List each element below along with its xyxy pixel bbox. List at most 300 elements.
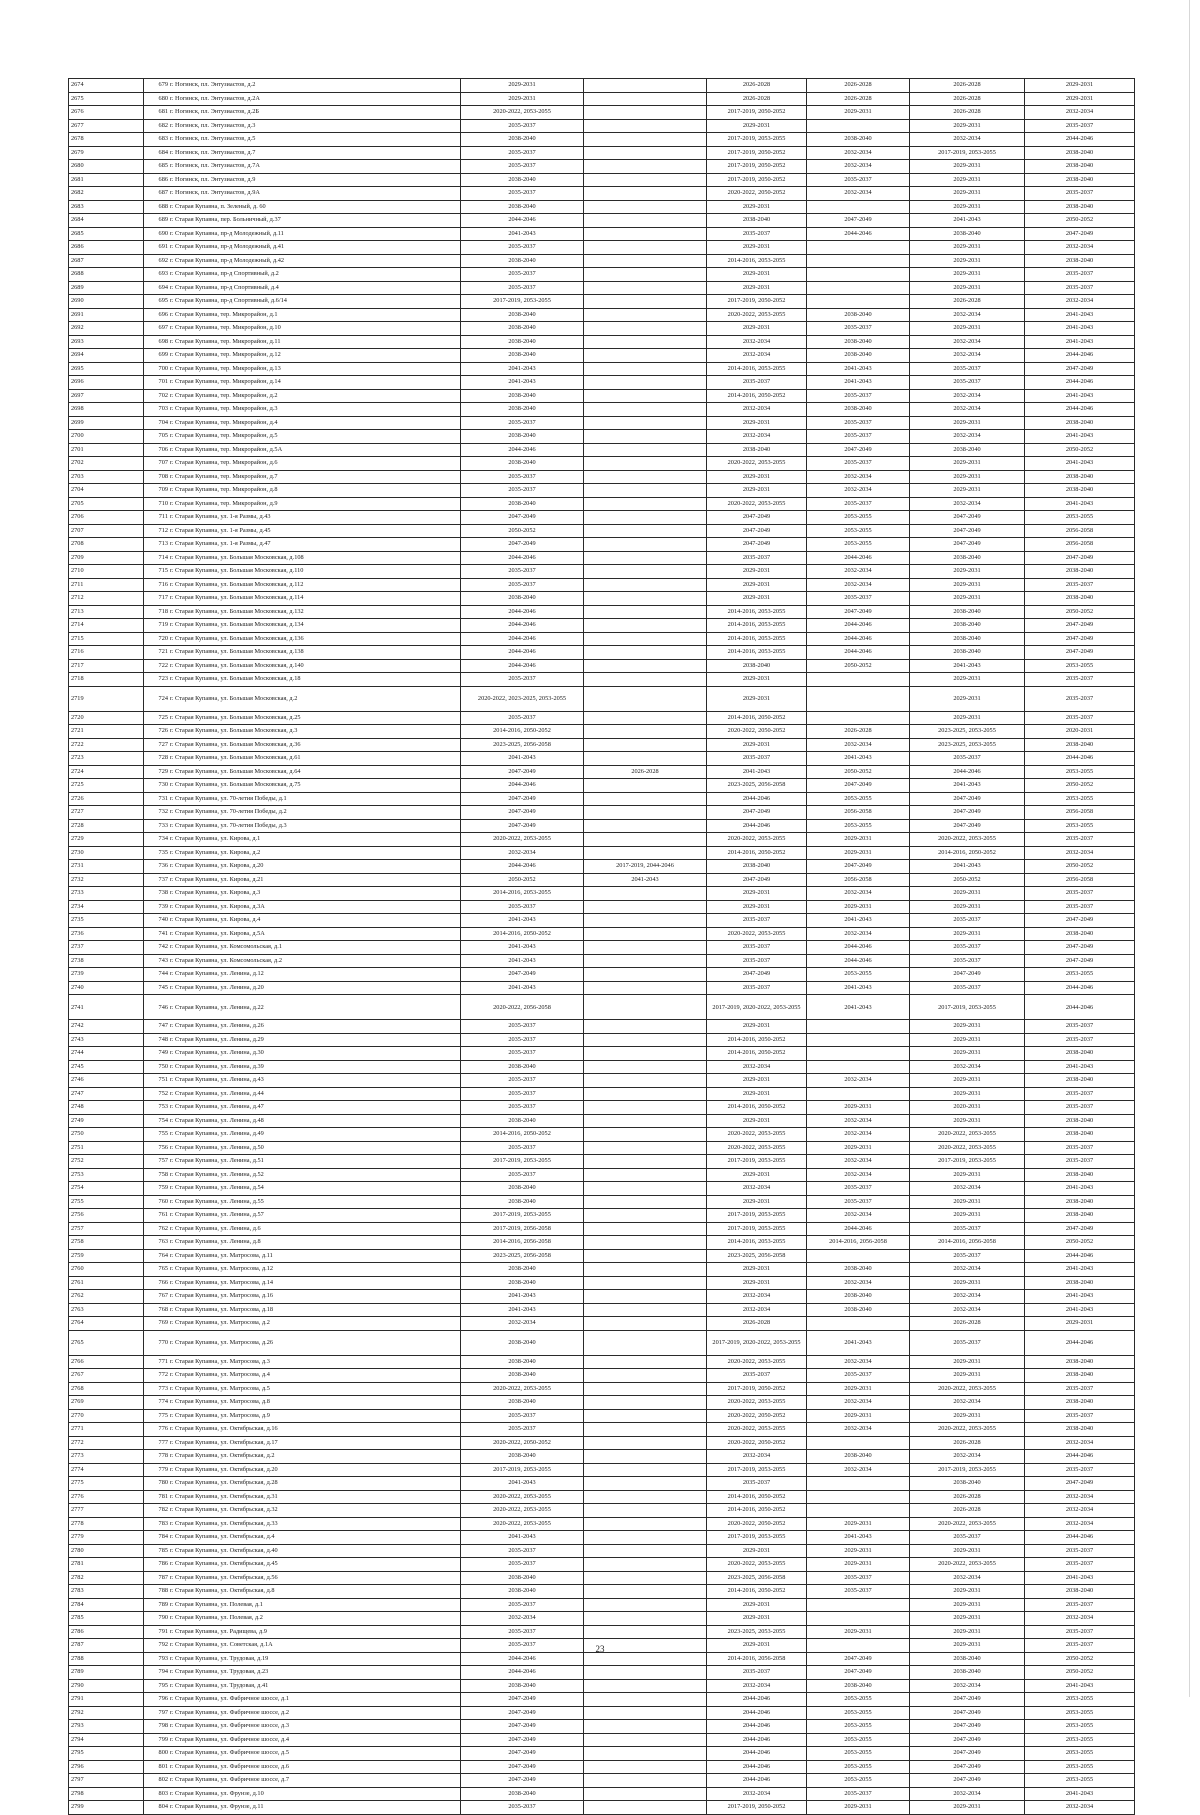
period-cell-3: 2041-2043 — [707, 765, 807, 779]
period-cell-2 — [584, 1276, 707, 1290]
address-text: г. Старая Купавна, ул. Матросова, д.14 — [170, 1278, 274, 1286]
period-cell-4: 2047-2049 — [807, 860, 910, 874]
period-cell-1: 2041-2043 — [461, 1477, 584, 1491]
period-cell-4: 2032-2034 — [807, 160, 910, 174]
period-cell-5: 2029-2031 — [910, 1047, 1025, 1061]
period-cell-1: 2038-2040 — [461, 200, 584, 214]
period-cell-2 — [584, 362, 707, 376]
period-cell-2 — [584, 241, 707, 255]
period-cell-4: 2035-2037 — [807, 1182, 910, 1196]
address-cell — [144, 403, 461, 417]
address-cell — [144, 659, 461, 673]
address-text: г. Старая Купавна, ул. Большая Московская, д.136 — [170, 634, 304, 642]
row-number-cell: 2794 — [69, 1733, 144, 1747]
period-cell-4: 2029-2031 — [807, 900, 910, 914]
period-cell-4: 2044-2046 — [807, 941, 910, 955]
period-cell-2 — [584, 1114, 707, 1128]
item-index: 766 — [158, 1278, 168, 1286]
table-row — [69, 941, 1135, 955]
period-cell-2 — [584, 1571, 707, 1585]
registry-table — [68, 78, 1135, 1815]
period-cell-6: 2050-2052 — [1025, 1652, 1135, 1666]
table-row — [69, 119, 1135, 133]
address-cell — [144, 524, 461, 538]
address-text: г. Старая Купавна, ул. Радищева, д.9 — [170, 1627, 267, 1635]
address-cell — [144, 1369, 461, 1383]
row-number-cell: 2723 — [69, 752, 144, 766]
period-cell-2 — [584, 349, 707, 363]
table-row — [69, 403, 1135, 417]
address-cell — [144, 349, 461, 363]
period-cell-4: 2032-2034 — [807, 578, 910, 592]
period-cell-3: 2017-2019, 2050-2052 — [707, 173, 807, 187]
item-index: 784 — [158, 1533, 168, 1540]
table-row — [69, 968, 1135, 982]
period-cell-4: 2053-2055 — [807, 511, 910, 525]
period-cell-2: 2041-2043 — [584, 873, 707, 887]
period-cell-5: 2029-2031 — [910, 673, 1025, 687]
period-cell-1: 2035-2037 — [461, 1168, 584, 1182]
address-cell — [144, 511, 461, 525]
period-cell-2 — [584, 1585, 707, 1599]
row-number-cell: 2748 — [69, 1101, 144, 1115]
period-cell-6: 2047-2049 — [1025, 954, 1135, 968]
period-cell-6: 2035-2037 — [1025, 1087, 1135, 1101]
address-cell — [144, 1195, 461, 1209]
address-cell — [144, 214, 461, 228]
address-cell — [144, 1558, 461, 1572]
address-text: г. Старая Купавна, тер. Микрорайон, д.14 — [170, 378, 281, 385]
period-cell-4: 2041-2043 — [807, 752, 910, 766]
table-row — [69, 295, 1135, 309]
period-cell-5: 2035-2037 — [910, 914, 1025, 928]
period-cell-5: 2029-2031 — [910, 927, 1025, 941]
item-index: 782 — [158, 1506, 168, 1513]
period-cell-4: 2029-2031 — [807, 1101, 910, 1115]
address-text: г. Старая Купавна, пр-д Молодежный, д.41 — [170, 243, 285, 250]
period-cell-6: 2032-2034 — [1025, 295, 1135, 309]
row-number-cell: 2725 — [69, 779, 144, 793]
period-cell-4 — [807, 281, 910, 295]
period-cell-1: 2035-2037 — [461, 711, 584, 725]
period-cell-1: 2032-2034 — [461, 1612, 584, 1626]
period-cell-6: 2038-2040 — [1025, 1128, 1135, 1142]
item-index: 727 — [158, 740, 168, 748]
period-cell-2 — [584, 295, 707, 309]
period-cell-4: 2044-2046 — [807, 646, 910, 660]
period-cell-6: 2053-2055 — [1025, 1774, 1135, 1788]
period-cell-1: 2038-2040 — [461, 403, 584, 417]
address-text: г. Старая Купавна, ул. Ленина, д.47 — [170, 1103, 264, 1110]
item-index: 741 — [158, 929, 168, 937]
period-cell-4: 2053-2055 — [807, 1747, 910, 1761]
item-index: 732 — [158, 808, 168, 815]
period-cell-1: 2035-2037 — [461, 268, 584, 282]
period-cell-4: 2047-2049 — [807, 1666, 910, 1680]
address-cell — [144, 1020, 461, 1034]
address-cell — [144, 362, 461, 376]
period-cell-1: 2035-2037 — [461, 565, 584, 579]
address-cell — [144, 335, 461, 349]
period-cell-3: 2047-2049 — [707, 524, 807, 538]
table-row — [69, 1182, 1135, 1196]
row-number-cell: 2690 — [69, 295, 144, 309]
item-index: 740 — [158, 916, 168, 923]
period-cell-3: 2014-2016, 2053-2055 — [707, 362, 807, 376]
period-cell-4: 2044-2046 — [807, 1222, 910, 1236]
item-index: 769 — [158, 1319, 168, 1326]
period-cell-5: 2038-2040 — [910, 443, 1025, 457]
period-cell-3: 2026-2028 — [707, 92, 807, 106]
period-cell-4: 2050-2052 — [807, 659, 910, 673]
table-row — [69, 1141, 1135, 1155]
address-text: г. Старая Купавна, ул. Октябрьская, д.17 — [170, 1438, 278, 1446]
table-row — [69, 1720, 1135, 1734]
period-cell-1: 2038-2040 — [461, 1787, 584, 1801]
address-cell — [144, 1490, 461, 1504]
period-cell-5: 2032-2034 — [910, 1571, 1025, 1585]
table-row — [69, 349, 1135, 363]
period-cell-2 — [584, 1074, 707, 1088]
period-cell-3: 2017-2019, 2050-2052 — [707, 295, 807, 309]
period-cell-6: 2047-2049 — [1025, 551, 1135, 565]
period-cell-5: 2038-2040 — [910, 551, 1025, 565]
address-text: г. Старая Купавна, п. Зеленый, д. 60 — [170, 202, 266, 210]
period-cell-6: 2035-2037 — [1025, 1625, 1135, 1639]
period-cell-5: 2032-2034 — [910, 1182, 1025, 1196]
table-row — [69, 551, 1135, 565]
period-cell-4: 2053-2055 — [807, 1693, 910, 1707]
table-row — [69, 1355, 1135, 1369]
period-cell-4 — [807, 1087, 910, 1101]
row-number-cell: 2796 — [69, 1760, 144, 1774]
period-cell-2 — [584, 1774, 707, 1788]
item-index: 797 — [158, 1708, 168, 1716]
table-row — [69, 1423, 1135, 1437]
period-cell-3: 2014-2016, 2053-2055 — [707, 254, 807, 268]
table-row — [69, 430, 1135, 444]
period-cell-2 — [584, 941, 707, 955]
period-cell-3: 2029-2031 — [707, 1087, 807, 1101]
period-cell-5: 2029-2031 — [910, 1087, 1025, 1101]
period-cell-5: 2047-2049 — [910, 538, 1025, 552]
period-cell-1: 2014-2016, 2053-2055 — [461, 887, 584, 901]
period-cell-3: 2029-2031 — [707, 1168, 807, 1182]
period-cell-4: 2026-2028 — [807, 79, 910, 93]
address-cell — [144, 954, 461, 968]
period-cell-4: 2053-2055 — [807, 524, 910, 538]
period-cell-3: 2014-2016, 2050-2052 — [707, 1033, 807, 1047]
period-cell-6: 2053-2055 — [1025, 819, 1135, 833]
period-cell-2 — [584, 1317, 707, 1331]
address-text: г. Старая Купавна, ул. Большая Московская, д.75 — [170, 781, 301, 788]
period-cell-4: 2029-2031 — [807, 1517, 910, 1531]
period-cell-1: 2038-2040 — [461, 1355, 584, 1369]
table-row — [69, 484, 1135, 498]
table-row — [69, 1693, 1135, 1707]
period-cell-6: 2044-2046 — [1025, 1330, 1135, 1355]
period-cell-5: 2035-2037 — [910, 362, 1025, 376]
period-cell-3: 2020-2022, 2050-2052 — [707, 1409, 807, 1423]
item-index: 709 — [158, 486, 168, 493]
period-cell-1: 2041-2043 — [461, 362, 584, 376]
period-cell-4: 2053-2055 — [807, 1760, 910, 1774]
item-index: 728 — [158, 754, 168, 761]
address-text: г. Старая Купавна, ул. Фрунзе, д.11 — [170, 1803, 264, 1810]
period-cell-3: 2017-2019, 2050-2052 — [707, 106, 807, 120]
table-row — [69, 860, 1135, 874]
period-cell-6: 2041-2043 — [1025, 497, 1135, 511]
period-cell-5: 2032-2034 — [910, 308, 1025, 322]
item-index: 712 — [158, 526, 168, 534]
period-cell-6: 2038-2040 — [1025, 1396, 1135, 1410]
table-row — [69, 1760, 1135, 1774]
address-text: г. Старая Купавна, ул. Кирова, д.20 — [170, 862, 264, 869]
address-text: г. Старая Купавна, ул. Ленина, д.12 — [170, 970, 264, 977]
address-text: г. Старая Купавна, ул. Ленина, д.48 — [170, 1116, 264, 1124]
address-cell — [144, 673, 461, 687]
item-index: 779 — [158, 1465, 168, 1473]
period-cell-4: 2041-2043 — [807, 362, 910, 376]
address-text: г. Старая Купавна, ул. Трудовая, д.41 — [170, 1681, 269, 1689]
address-cell — [144, 1114, 461, 1128]
table-row — [69, 1114, 1135, 1128]
period-cell-3: 2020-2022, 2053-2055 — [707, 927, 807, 941]
item-index: 693 — [158, 270, 168, 277]
row-number-cell: 2769 — [69, 1396, 144, 1410]
row-number-cell: 2797 — [69, 1774, 144, 1788]
address-cell — [144, 1612, 461, 1626]
period-cell-4: 2053-2055 — [807, 1733, 910, 1747]
period-cell-1: 2035-2037 — [461, 1141, 584, 1155]
period-cell-6: 2035-2037 — [1025, 187, 1135, 201]
item-index: 710 — [158, 499, 168, 507]
address-text: г. Старая Купавна, ул. Кирова, д.1 — [170, 835, 261, 842]
period-cell-6: 2035-2037 — [1025, 281, 1135, 295]
period-cell-3: 2017-2019, 2050-2052 — [707, 146, 807, 160]
address-text: г. Старая Купавна, ул. Ленина, д.29 — [170, 1035, 264, 1043]
period-cell-3: 2035-2037 — [707, 376, 807, 390]
period-cell-4 — [807, 1477, 910, 1491]
period-cell-5: 2014-2016, 2050-2052 — [910, 846, 1025, 860]
period-cell-1: 2038-2040 — [461, 1114, 584, 1128]
row-number-cell: 2704 — [69, 484, 144, 498]
table-row — [69, 1571, 1135, 1585]
table-row — [69, 1558, 1135, 1572]
period-cell-4: 2014-2016, 2056-2058 — [807, 1236, 910, 1250]
period-cell-5: 2035-2037 — [910, 1222, 1025, 1236]
address-text: г. Старая Купавна, ул. Большая Московская, д.108 — [170, 553, 304, 561]
period-cell-6: 2035-2037 — [1025, 673, 1135, 687]
item-index: 737 — [158, 875, 168, 883]
item-index: 708 — [158, 472, 168, 480]
period-cell-2 — [584, 725, 707, 739]
period-cell-4: 2041-2043 — [807, 981, 910, 995]
period-cell-3: 2014-2016, 2053-2055 — [707, 646, 807, 660]
period-cell-3: 2014-2016, 2056-2058 — [707, 1652, 807, 1666]
item-index: 802 — [158, 1776, 168, 1783]
address-text: г. Старая Купавна, ул. 70-летия Победы, д.1 — [170, 794, 287, 802]
row-number-cell: 2753 — [69, 1168, 144, 1182]
period-cell-2 — [584, 711, 707, 725]
address-text: г. Старая Купавна, ул. Кирова, д.21 — [170, 875, 264, 883]
row-number-cell: 2731 — [69, 860, 144, 874]
period-cell-6: 2053-2055 — [1025, 1706, 1135, 1720]
period-cell-3: 2029-2031 — [707, 686, 807, 711]
table-row — [69, 1382, 1135, 1396]
table-row — [69, 578, 1135, 592]
period-cell-3: 2020-2022, 2050-2052 — [707, 1517, 807, 1531]
item-index: 786 — [158, 1560, 168, 1567]
period-cell-6: 2032-2034 — [1025, 1504, 1135, 1518]
row-number-cell: 2729 — [69, 833, 144, 847]
period-cell-1: 2017-2019, 2056-2058 — [461, 1222, 584, 1236]
address-cell — [144, 1355, 461, 1369]
row-number-cell: 2755 — [69, 1195, 144, 1209]
item-index: 704 — [158, 418, 168, 426]
table-row — [69, 779, 1135, 793]
address-cell — [144, 846, 461, 860]
period-cell-4 — [807, 295, 910, 309]
table-row — [69, 1463, 1135, 1477]
period-cell-3: 2038-2040 — [707, 860, 807, 874]
period-cell-3: 2020-2022, 2053-2055 — [707, 1558, 807, 1572]
address-cell — [144, 1571, 461, 1585]
address-text: г. Старая Купавна, ул. Октябрьская, д.45 — [170, 1560, 278, 1567]
period-cell-5: 2029-2031 — [910, 187, 1025, 201]
period-cell-6: 2038-2040 — [1025, 146, 1135, 160]
period-cell-3: 2032-2034 — [707, 430, 807, 444]
table-row — [69, 308, 1135, 322]
period-cell-4: 2029-2031 — [807, 1625, 910, 1639]
item-index: 773 — [158, 1384, 168, 1392]
address-cell — [144, 416, 461, 430]
period-cell-6: 2032-2034 — [1025, 241, 1135, 255]
period-cell-4: 2038-2040 — [807, 308, 910, 322]
period-cell-4: 2047-2049 — [807, 1652, 910, 1666]
address-cell — [144, 1733, 461, 1747]
address-cell — [144, 927, 461, 941]
period-cell-2 — [584, 322, 707, 336]
period-cell-3: 2029-2031 — [707, 1612, 807, 1626]
address-text: г. Старая Купавна, ул. Октябрьская, д.8 — [170, 1587, 275, 1594]
period-cell-1: 2038-2040 — [461, 457, 584, 471]
period-cell-2 — [584, 968, 707, 982]
period-cell-2 — [584, 1423, 707, 1437]
table-row — [69, 1409, 1135, 1423]
period-cell-4: 2035-2037 — [807, 1787, 910, 1801]
row-number-cell: 2717 — [69, 659, 144, 673]
period-cell-4 — [807, 1598, 910, 1612]
period-cell-3: 2029-2031 — [707, 268, 807, 282]
item-index: 794 — [158, 1668, 168, 1675]
address-cell — [144, 738, 461, 752]
address-text: г. Старая Купавна, ул. Фабричное шоссе, д.5 — [170, 1749, 289, 1756]
item-index: 776 — [158, 1425, 168, 1432]
period-cell-3: 2023-2025, 2056-2058 — [707, 779, 807, 793]
period-cell-4: 2053-2055 — [807, 1706, 910, 1720]
period-cell-6: 2044-2046 — [1025, 1450, 1135, 1464]
period-cell-4: 2047-2049 — [807, 779, 910, 793]
period-cell-5: 2047-2049 — [910, 1693, 1025, 1707]
period-cell-5: 2047-2049 — [910, 819, 1025, 833]
row-number-cell: 2795 — [69, 1747, 144, 1761]
period-cell-5: 2020-2022, 2053-2055 — [910, 1128, 1025, 1142]
period-cell-4: 2035-2037 — [807, 592, 910, 606]
item-index: 748 — [158, 1035, 168, 1043]
table-row — [69, 268, 1135, 282]
address-cell — [144, 1087, 461, 1101]
address-text: г. Старая Купавна, ул. Ленина, д.51 — [170, 1157, 264, 1164]
address-cell — [144, 725, 461, 739]
period-cell-1: 2035-2037 — [461, 241, 584, 255]
period-cell-5: 2029-2031 — [910, 457, 1025, 471]
address-cell — [144, 592, 461, 606]
row-number-cell: 2687 — [69, 254, 144, 268]
period-cell-3: 2026-2028 — [707, 79, 807, 93]
table-row — [69, 1733, 1135, 1747]
period-cell-6: 2044-2046 — [1025, 349, 1135, 363]
period-cell-1: 2038-2040 — [461, 173, 584, 187]
period-cell-4: 2029-2031 — [807, 846, 910, 860]
period-cell-3: 2035-2037 — [707, 1369, 807, 1383]
table-row — [69, 1504, 1135, 1518]
address-cell — [144, 779, 461, 793]
item-index: 694 — [158, 283, 168, 291]
address-cell — [144, 752, 461, 766]
row-number-cell: 2700 — [69, 430, 144, 444]
period-cell-4 — [807, 686, 910, 711]
period-cell-1: 2038-2040 — [461, 349, 584, 363]
row-number-cell: 2727 — [69, 806, 144, 820]
period-cell-2 — [584, 106, 707, 120]
period-cell-2 — [584, 416, 707, 430]
row-number-cell: 2680 — [69, 160, 144, 174]
period-cell-4 — [807, 1249, 910, 1263]
address-text: г. Ногинск, пл. Энтузиастов, д.2Б — [170, 108, 259, 115]
period-cell-1: 2044-2046 — [461, 1666, 584, 1680]
address-cell — [144, 443, 461, 457]
period-cell-2 — [584, 376, 707, 390]
period-cell-3: 2044-2046 — [707, 1720, 807, 1734]
address-cell — [144, 873, 461, 887]
period-cell-6: 2035-2037 — [1025, 119, 1135, 133]
period-cell-2 — [584, 1047, 707, 1061]
period-cell-3: 2017-2019, 2053-2055 — [707, 133, 807, 147]
row-number-cell: 2710 — [69, 565, 144, 579]
period-cell-5: 2026-2028 — [910, 79, 1025, 93]
period-cell-3: 2014-2016, 2050-2052 — [707, 1490, 807, 1504]
period-cell-3: 2044-2046 — [707, 1706, 807, 1720]
period-cell-3: 2035-2037 — [707, 954, 807, 968]
period-cell-4: 2035-2037 — [807, 1369, 910, 1383]
period-cell-4: 2041-2043 — [807, 376, 910, 390]
address-text: г. Старая Купавна, ул. Октябрьская, д.32 — [170, 1506, 278, 1513]
address-cell — [144, 1450, 461, 1464]
table-row — [69, 1666, 1135, 1680]
address-text: г. Старая Купавна, ул. Октябрьская, д.28 — [170, 1479, 278, 1486]
address-text: г. Старая Купавна, ул. Матросова, д.12 — [170, 1265, 274, 1272]
period-cell-6: 2041-2043 — [1025, 1787, 1135, 1801]
item-index: 718 — [158, 607, 168, 615]
address-text: г. Старая Купавна, тер. Микрорайон, д.4 — [170, 418, 278, 426]
item-index: 775 — [158, 1411, 168, 1419]
period-cell-5: 2047-2049 — [910, 524, 1025, 538]
row-number-cell: 2724 — [69, 765, 144, 779]
address-cell — [144, 457, 461, 471]
period-cell-2 — [584, 200, 707, 214]
item-index: 716 — [158, 580, 168, 588]
